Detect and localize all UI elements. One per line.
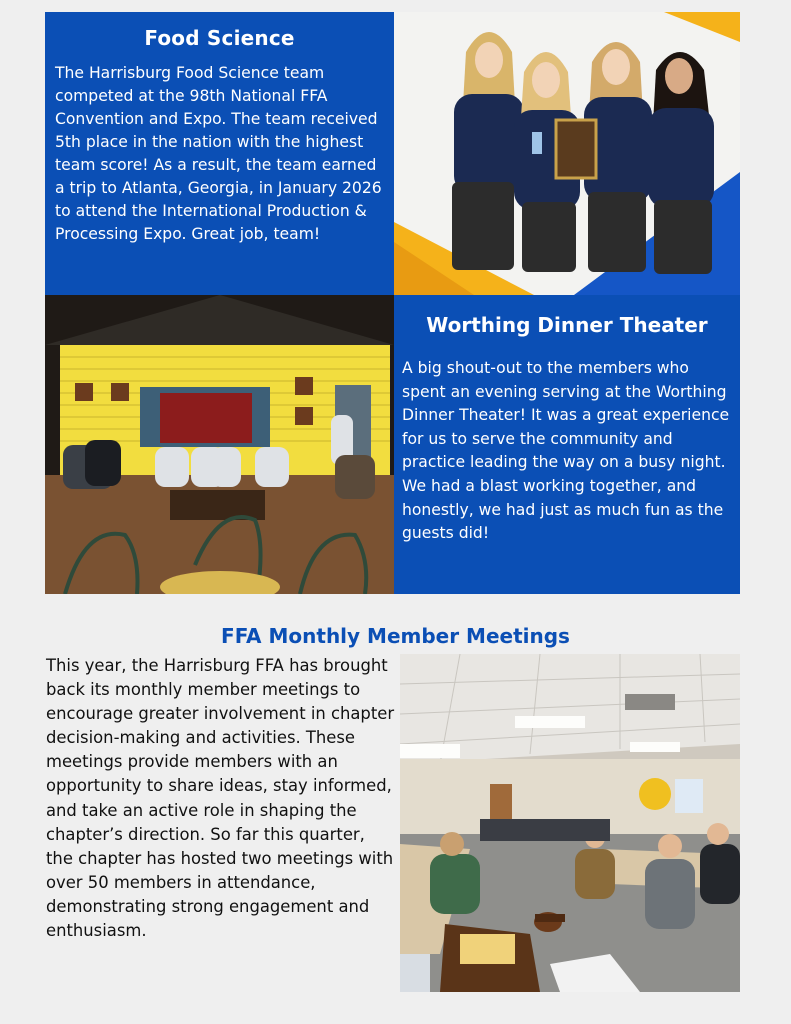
- food-science-body: The Harrisburg Food Science team competed at the 98th National FFA Convention and Expo. The team received 5th place in the nation with the highest team score! As a result, the team earned a trip to Atlanta, Georgia, in January 2026 to attend the International Production & Processing Expo. Great job, team!: [55, 64, 382, 243]
- meeting-room-photo: [400, 654, 740, 992]
- meetings-body: This year, the Harrisburg FFA has brought back its monthly member meetings to encourage greater involvement in chapter decision-making and activities. These meetings provide members with an opportunity to share ideas, stay informed, and take an active role in shaping the chapter’s direction. So far this quarter, the chapter has hosted two meetings with over 50 members in attendance, demonstrating strong engagement and enthusiasm.: [46, 656, 395, 941]
- food-science-panel: [45, 12, 394, 295]
- dinner-theater-photo: [45, 295, 394, 594]
- meetings-title: FFA Monthly Member Meetings: [221, 624, 570, 648]
- food-science-team-photo: [394, 12, 740, 295]
- worthing-body: A big shout-out to the members who spent an evening serving at the Worthing Dinner Theater! It was a great experience for us to serve the community and practice leading the way on a busy night. We had a blast working together, and honestly, we had just as much fun as the guests did!: [402, 359, 730, 543]
- worthing-panel: [394, 295, 740, 594]
- food-science-title: Food Science: [144, 26, 295, 50]
- worthing-title: Worthing Dinner Theater: [426, 313, 708, 337]
